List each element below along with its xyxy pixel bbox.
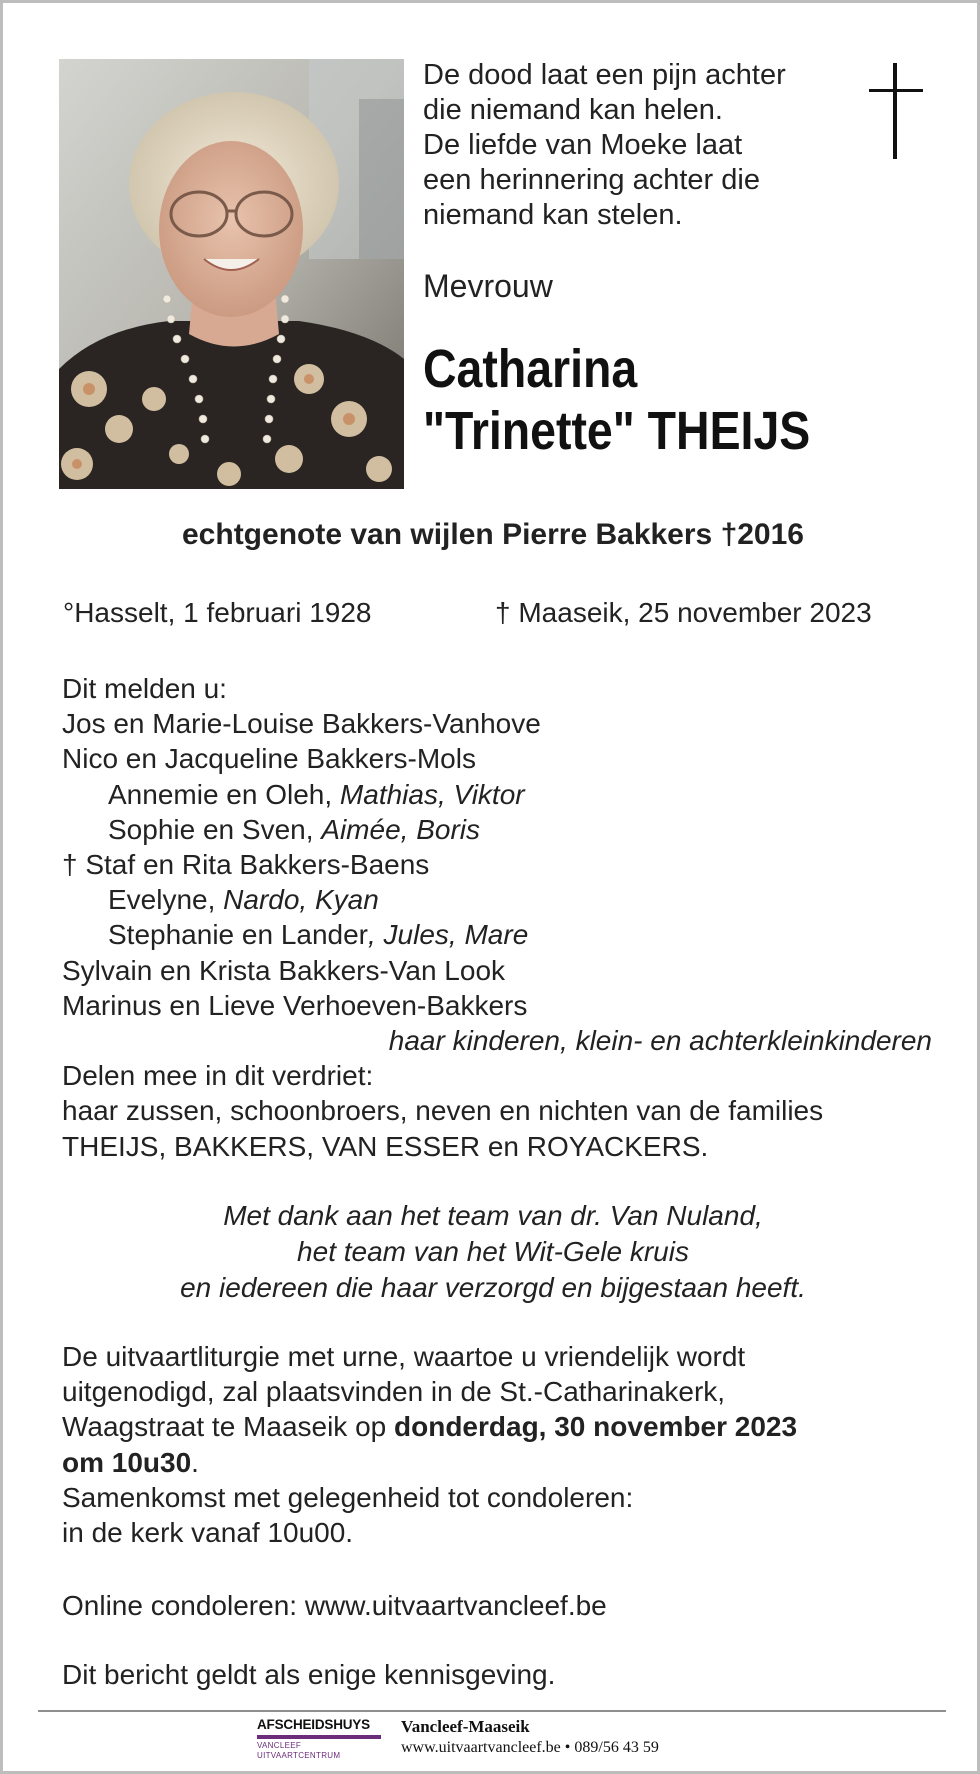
ceremony-location: Waagstraat te Maaseik op <box>62 1411 395 1443</box>
ceremony-line: De uitvaartliturgie met urne, waartoe u vriendelijk wordt <box>62 1341 746 1372</box>
ceremony-section <box>62 1339 942 1550</box>
notice-text: Dit bericht geldt als enige kennisgeving. <box>62 1659 556 1690</box>
spouse-line: echtgenote van wijlen Pierre Bakkers †2016 <box>182 518 804 551</box>
family-member-children: Nardo, Kyan <box>223 884 379 916</box>
family-member <box>62 812 932 847</box>
ceremony-line: uitgenodigd, zal plaatsvinden in de St.-Catharinakerk, <box>62 1376 726 1408</box>
ceremony-punctuation: . <box>191 1446 199 1478</box>
salutation: Mevrouw <box>423 268 553 304</box>
family-member-name: † Staf en Rita Bakkers-Baens <box>62 849 430 881</box>
family-member-name: Sophie en Sven, <box>108 813 322 845</box>
family-member <box>62 847 932 882</box>
death-info: † Maaseik, 25 november 2023 <box>495 597 872 628</box>
thanks-section <box>3 1198 980 1306</box>
poem-line: De liefde van Moeke laat <box>423 129 743 161</box>
thanks-line: het team van het Wit-Gele kruis <box>297 1236 689 1267</box>
portrait-photo <box>59 59 404 489</box>
logo-subtitle: VANCLEEF UITVAARTCENTRUM <box>257 1741 341 1760</box>
family-section <box>62 671 932 1164</box>
ceremony-line: in de kerk vanaf 10u00. <box>62 1517 354 1549</box>
family-member-children: Mathias, Viktor <box>339 778 525 810</box>
poem-line: een herinnering achter die <box>423 164 760 196</box>
family-member <box>62 917 932 952</box>
poem-line: die niemand kan helen. <box>423 94 723 126</box>
deceased-name <box>423 338 810 462</box>
family-member-name: Nico en Jacqueline Bakkers-Mols <box>62 743 476 775</box>
family-member <box>62 777 932 812</box>
family-member-name: Sylvain en Krista Bakkers-Van Look <box>62 954 506 986</box>
online-condolence[interactable]: Online condoleren: www.uitvaartvancleef.be <box>62 1590 607 1621</box>
funeral-home-info <box>401 1717 659 1759</box>
family-relation: haar kinderen, klein- en achterkleinkinderen <box>388 1025 932 1057</box>
funeral-home-name: Vancleef-Maaseik <box>401 1717 530 1736</box>
family-member-name: Marinus en Lieve Verhoeven-Bakkers <box>62 989 528 1021</box>
deceased-name-line1: Catharina <box>423 339 638 399</box>
family-member-name: Annemie en Oleh, <box>108 778 340 810</box>
poem-line: De dood laat een pijn achter <box>423 59 786 91</box>
cross-icon <box>869 63 925 163</box>
share-line: haar zussen, schoonbroers, neven en nichten van de families <box>62 1095 824 1127</box>
footer-divider <box>38 1710 946 1712</box>
ceremony-line <box>62 1445 942 1480</box>
family-member <box>62 988 932 1023</box>
family-intro: Dit melden u: <box>62 673 227 704</box>
poem <box>423 58 786 233</box>
funeral-home-logo <box>257 1717 383 1759</box>
deceased-name-line2: "Trinette" THEIJS <box>423 401 811 461</box>
family-member-name: Stephanie en Lander <box>108 919 368 951</box>
family-member <box>62 706 932 741</box>
ceremony-line: Samenkomst met gelegenheid tot condoleren: <box>62 1481 634 1513</box>
logo-bar <box>257 1735 381 1739</box>
ceremony-time: om 10u30 <box>62 1446 192 1478</box>
family-member <box>62 882 932 917</box>
family-member-name: Evelyne, <box>108 884 224 916</box>
logo-title: AFSCHEIDSHUYS <box>257 1717 370 1732</box>
birth-info: °Hasselt, 1 februari 1928 <box>63 597 372 628</box>
funeral-home-contact[interactable]: www.uitvaartvancleef.be • 089/56 43 59 <box>401 1739 659 1756</box>
family-member <box>62 741 932 776</box>
family-member-children: , Jules, Mare <box>368 919 529 951</box>
poem-line: niemand kan stelen. <box>423 199 683 231</box>
family-member-name: Jos en Marie-Louise Bakkers-Vanhove <box>62 708 541 740</box>
ceremony-line <box>62 1409 942 1444</box>
family-member-children: Aimée, Boris <box>321 813 480 845</box>
thanks-line: Met dank aan het team van dr. Van Nuland, <box>223 1200 763 1231</box>
share-line: THEIJS, BAKKERS, VAN ESSER en ROYACKERS. <box>62 1130 709 1162</box>
ceremony-date: donderdag, 30 november 2023 <box>394 1411 798 1443</box>
family-member <box>62 953 932 988</box>
thanks-line: en iedereen die haar verzorgd en bijgestaan heeft. <box>180 1272 806 1303</box>
share-intro: Delen mee in dit verdriet: <box>62 1060 374 1092</box>
